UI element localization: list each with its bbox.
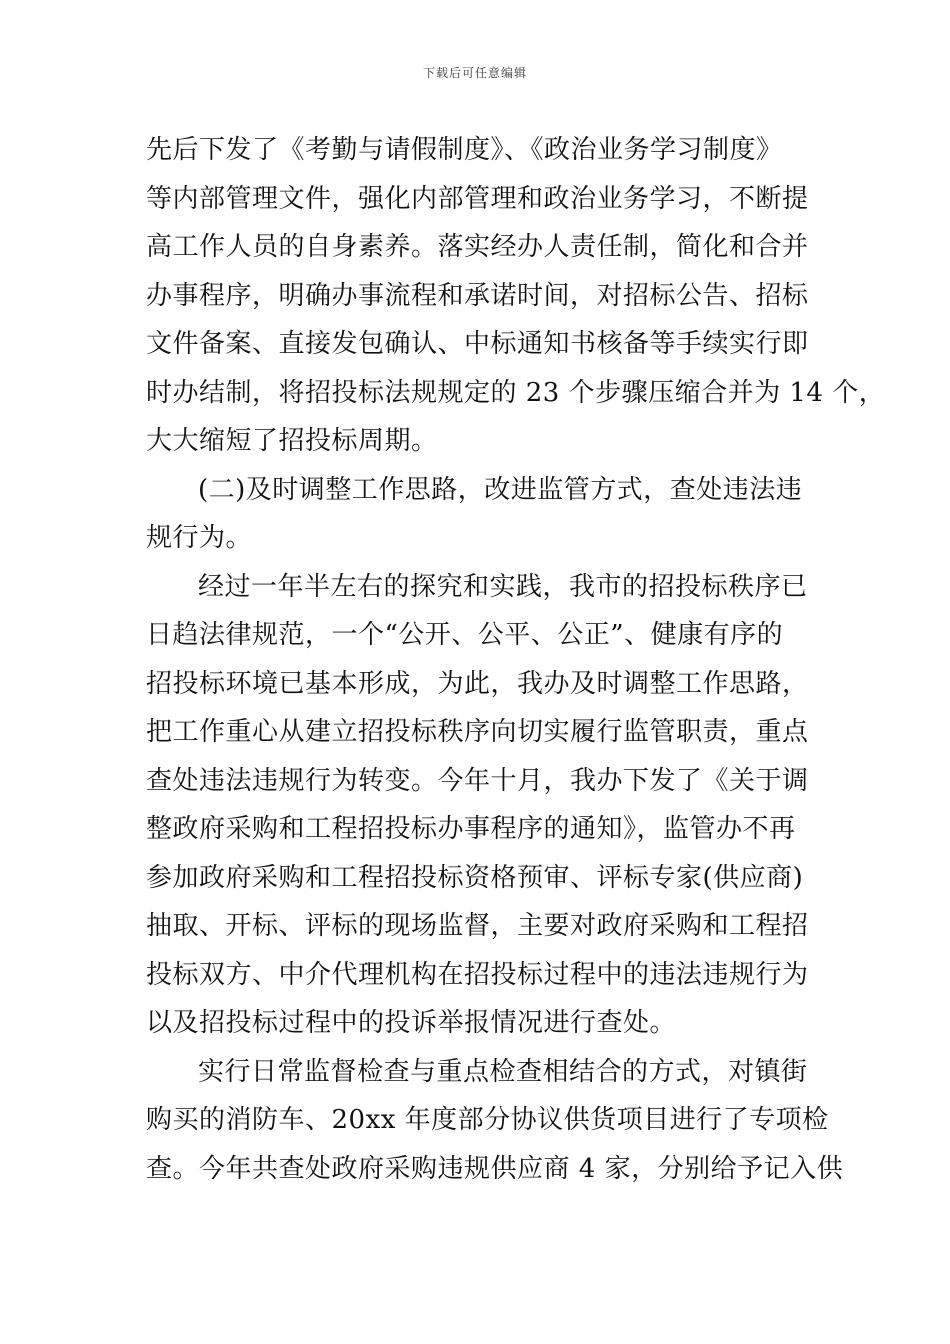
text-line: 高工作人员的自身素养。落实经办人责任制，简化和合并 (146, 232, 809, 262)
text-line: 大大缩短了招投标周期。 (146, 426, 438, 456)
text-line: 日趋法律规范，一个“公开、公平、公正”、健康有序的 (146, 620, 784, 650)
text-line: 整政府采购和工程招投标办事程序的通知》，监管办不再 (146, 814, 796, 844)
text-line: 购买的消防车、20xx 年度部分协议供货项目进行了专项检 (146, 1105, 829, 1135)
text-line: 参加政府采购和工程招投标资格预审、评标专家(供应商) (146, 862, 804, 893)
text-line: 招投标环境已基本形成，为此，我办及时调整工作思路， (146, 668, 809, 699)
text-line: 办事程序，明确办事流程和承诺时间，对招标公告、招标 (146, 280, 809, 311)
paragraph-start: 经过一年半左右的探究和实践，我市的招投标秩序已 (198, 571, 808, 602)
section-heading: (二)及时调整工作思路，改进监管方式，查处违法违 (198, 474, 803, 505)
text-line: 抽取、开标、评标的现场监督，主要对政府采购和工程招 (146, 911, 809, 941)
text-line: 等内部管理文件，强化内部管理和政治业务学习，不断提 (146, 183, 809, 214)
text-line: 先后下发了《考勤与请假制度》、《政治业务学习制度》 (146, 135, 783, 165)
text-line: 以及招投标过程中的投诉举报情况进行查处。 (146, 1008, 677, 1038)
paragraph-start: 实行日常监督检查与重点检查相结合的方式，对镇街 (198, 1056, 808, 1087)
page-header: 下载后可任意编辑 (422, 66, 527, 80)
text-line: 时办结制，将招投标法规规定的 23 个步骤压缩合并为 14 个， (146, 377, 886, 408)
document-body (146, 126, 886, 1193)
text-line: 查处违法违规行为转变。今年十月，我办下发了《关于调 (146, 765, 809, 796)
text-line: 把工作重心从建立招投标秩序向切实履行监管职责，重点 (146, 717, 809, 747)
section-heading-continued: 规行为。 (146, 523, 253, 553)
text-line: 文件备案、直接发包确认、中标通知书核备等手续实行即 (146, 329, 809, 359)
text-line: 查。今年共查处政府采购违规供应商 4 家，分别给予记入供 (146, 1153, 844, 1184)
text-line: 投标双方、中介代理机构在招投标过程中的违法违规行为 (146, 959, 809, 990)
